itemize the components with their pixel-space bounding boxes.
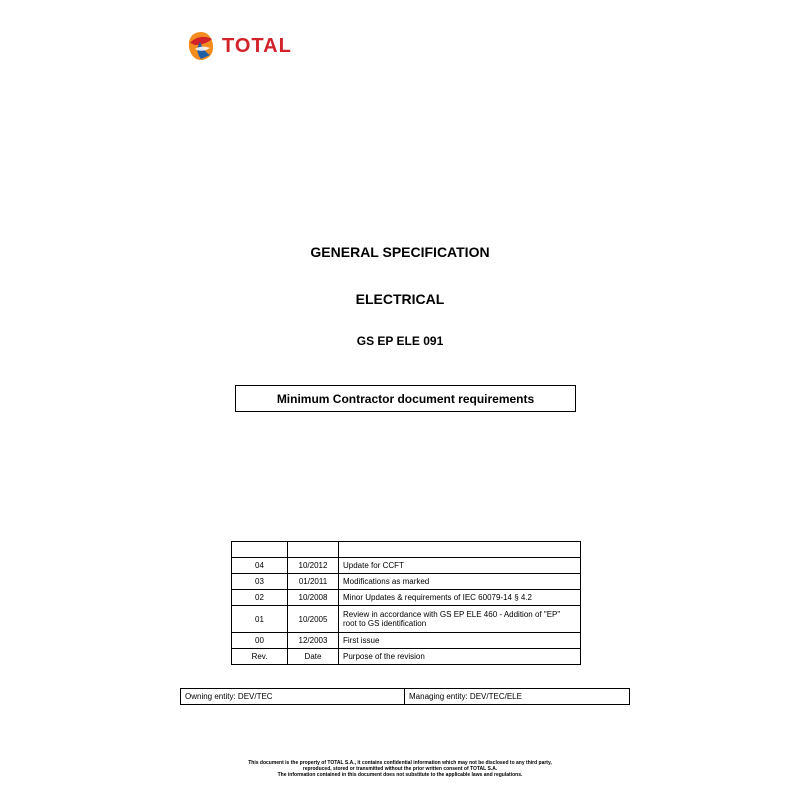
- purpose-header: Purpose of the revision: [339, 649, 581, 665]
- confidentiality-footer: [0, 760, 800, 778]
- purpose-cell: First issue: [339, 633, 581, 649]
- purpose-cell: Minor Updates & requirements of IEC 60079-14 § 4.2: [339, 590, 581, 606]
- purpose-cell: Modifications as marked: [339, 574, 581, 590]
- purpose-cell: [339, 542, 581, 558]
- discipline-title: ELECTRICAL: [355, 291, 445, 307]
- subject-text: Minimum Contractor document requirements: [276, 391, 535, 406]
- date-cell: 10/2008: [288, 590, 339, 606]
- date-cell: 10/2012: [288, 558, 339, 574]
- date-header: Date: [288, 649, 339, 665]
- purpose-cell: Review in accordance with GS EP ELE 460 - Addition of "EP" root to GS identification: [339, 606, 581, 633]
- rev-cell: 04: [232, 558, 288, 574]
- rev-cell: 03: [232, 574, 288, 590]
- rev-header: Rev.: [232, 649, 288, 665]
- revision-table: [231, 541, 581, 665]
- rev-cell: 01: [232, 606, 288, 633]
- table-row: [232, 542, 581, 558]
- rev-cell: 02: [232, 590, 288, 606]
- table-row: [232, 574, 581, 590]
- footer-line: This document is the property of TOTAL S.A., it contains confidential information which may not be disclosed to any third party,: [248, 760, 552, 766]
- document-type-title: GENERAL SPECIFICATION: [310, 244, 490, 260]
- purpose-cell: Update for CCFT: [339, 558, 581, 574]
- table-row: [232, 590, 581, 606]
- table-row: [232, 633, 581, 649]
- footer-line: reproduced, stored or transmitted without the prior written consent of TOTAL S.A.: [302, 766, 498, 772]
- date-cell: 01/2011: [288, 574, 339, 590]
- date-cell: 10/2005: [288, 606, 339, 633]
- date-cell: [288, 542, 339, 558]
- document-number: GS EP ELE 091: [356, 334, 444, 348]
- table-row: [232, 606, 581, 633]
- total-logo: [186, 28, 306, 64]
- footer-line: The information contained in this document does not substitute to the applicable laws and regulations.: [277, 772, 523, 778]
- rev-cell: [232, 542, 288, 558]
- table-header-row: [232, 649, 581, 665]
- subject-box: [235, 385, 576, 412]
- rev-cell: 00: [232, 633, 288, 649]
- entity-box: [180, 688, 630, 705]
- date-cell: 12/2003: [288, 633, 339, 649]
- managing-entity: Managing entity: DEV/TEC/ELE: [409, 692, 522, 701]
- owning-entity: Owning entity: DEV/TEC: [181, 689, 405, 704]
- total-logo-icon: [186, 29, 216, 63]
- logo-wordmark: TOTAL: [222, 34, 292, 57]
- table-row: [232, 558, 581, 574]
